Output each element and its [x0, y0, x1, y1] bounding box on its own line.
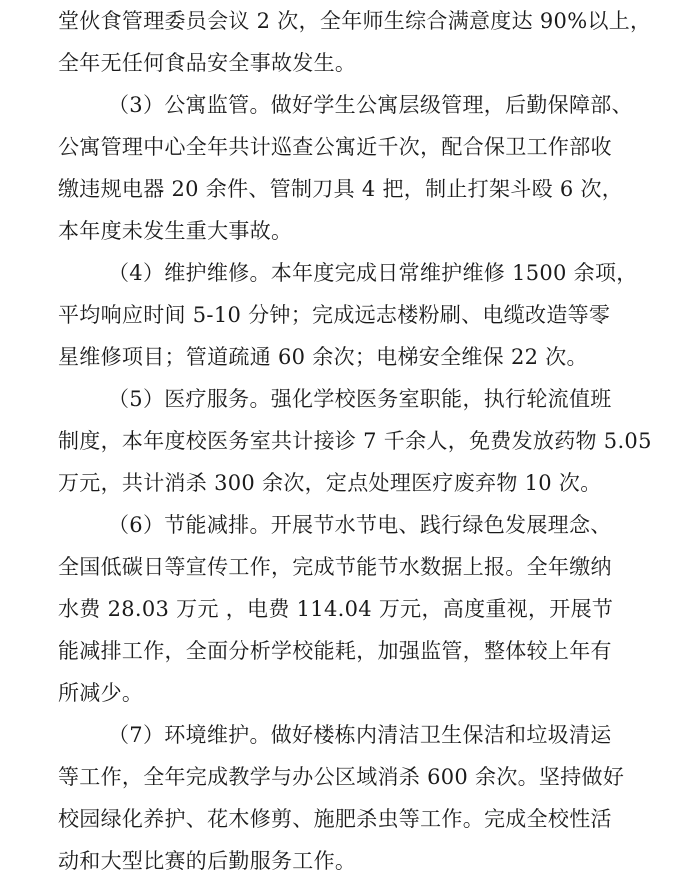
text-line: 堂伙食管理委员会议 2 次，全年师生综合满意度达 90%以上，	[58, 9, 652, 33]
paragraph-heading-4: （4）维护维修。本年度完成日常维护维修 1500 余项，	[108, 261, 638, 285]
text-line: 公寓管理中心全年共计巡查公寓近千次，配合保卫工作部收	[58, 135, 612, 159]
text-line: 全年无任何食品安全事故发生。	[58, 51, 357, 75]
paragraph-heading-3: （3）公寓监管。做好学生公寓层级管理，后勤保障部、	[108, 93, 633, 117]
text-line: 能减排工作，全面分析学校能耗，加强监管，整体较上年有	[58, 639, 612, 663]
text-line: 星维修项目；管道疏通 60 余次；电梯安全维保 22 次。	[58, 345, 588, 369]
text-line: 等工作，全年完成教学与办公区域消杀 600 余次。坚持做好	[58, 765, 625, 789]
text-line: 制度，本年度校医务室共计接诊 7 千余人，免费发放药物 5.05	[58, 429, 652, 453]
text-line: 本年度未发生重大事故。	[58, 219, 293, 243]
text-line: 校园绿化养护、花木修剪、施肥杀虫等工作。完成全校性活	[58, 807, 612, 831]
text-line: 动和大型比赛的后勤服务工作。	[58, 849, 357, 873]
text-line: 平均响应时间 5-10 分钟；完成远志楼粉刷、电缆改造等零	[58, 303, 611, 327]
text-line: 缴违规电器 20 余件、管制刀具 4 把，制止打架斗殴 6 次，	[58, 177, 624, 201]
text-line: 全国低碳日等宣传工作，完成节能节水数据上报。全年缴纳	[58, 555, 612, 579]
text-line: 万元，共计消杀 300 余次，定点处理医疗废弃物 10 次。	[58, 471, 602, 495]
paragraph-heading-5: （5）医疗服务。强化学校医务室职能，执行轮流值班	[108, 387, 612, 411]
text-line: 水费 28.03 万元 ，电费 114.04 万元，高度重视，开展节	[58, 597, 614, 621]
paragraph-heading-7: （7）环境维护。做好楼栋内清洁卫生保洁和垃圾清运	[108, 723, 612, 747]
text-line: 所减少。	[58, 681, 144, 705]
paragraph-heading-6: （6）节能减排。开展节水节电、践行绿色发展理念、	[108, 513, 612, 537]
